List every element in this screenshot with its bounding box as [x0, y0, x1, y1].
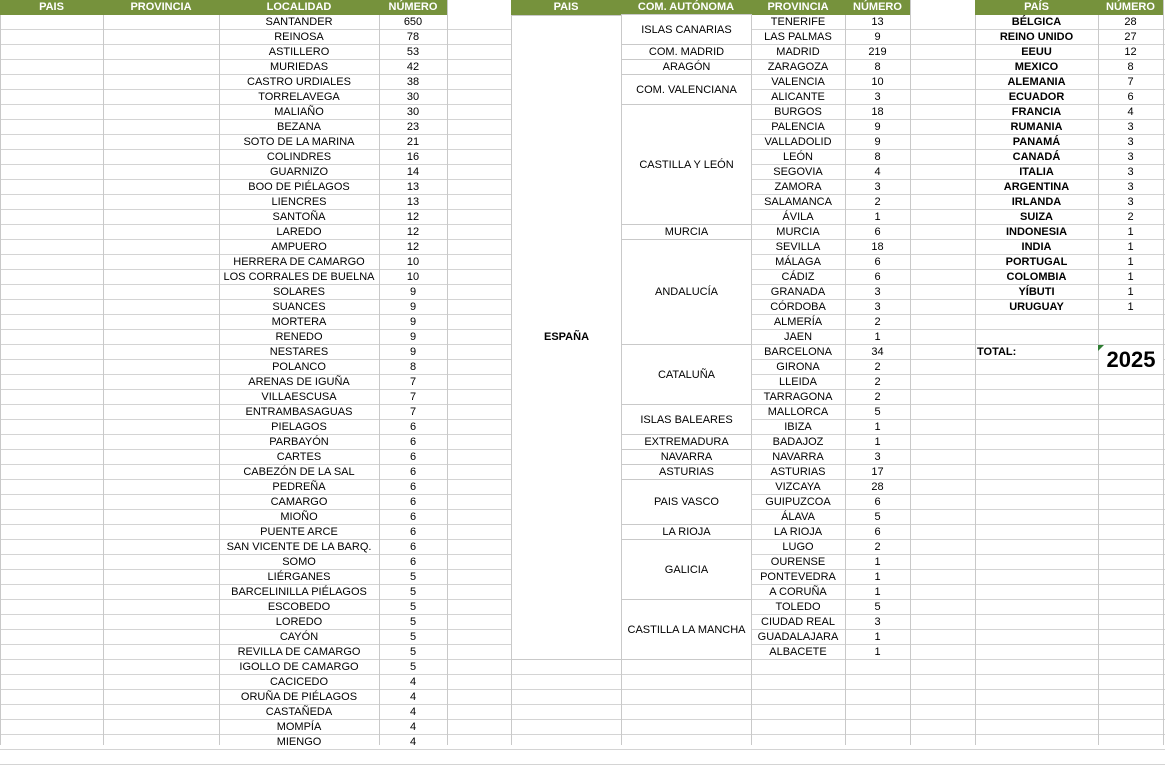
localidad-cell[interactable]: NESTARES [269, 346, 329, 358]
localidad-cell[interactable]: BEZANA [276, 121, 321, 133]
numero-cell[interactable]: 17 [871, 466, 884, 478]
numero-cell[interactable]: 1 [874, 586, 881, 598]
numero-cell[interactable]: 30 [406, 106, 420, 118]
comunidad-cell[interactable]: LA RIOJA [622, 525, 751, 539]
numero-cell[interactable]: 2 [874, 361, 881, 373]
localidad-cell[interactable]: PEDREÑA [272, 481, 326, 493]
comunidad-merge-border [621, 464, 752, 480]
provincia-cell[interactable]: VALLADOLID [764, 136, 832, 148]
pais-cell[interactable]: INDIA [1021, 241, 1052, 253]
pais-cell[interactable]: BÉLGICA [1011, 16, 1062, 28]
provincia-cell[interactable]: LEÓN [783, 151, 813, 163]
comunidad-merge-border [621, 44, 752, 60]
localidad-cell[interactable]: PIELAGOS [271, 421, 327, 433]
comunidad-cell[interactable]: MURCIA [622, 225, 751, 239]
grid-row-line [0, 719, 1165, 720]
comunidad-cell[interactable]: NAVARRA [622, 450, 751, 464]
provincia-cell[interactable]: ZARAGOZA [767, 61, 829, 73]
localidad-cell[interactable]: CARTES [276, 451, 322, 463]
numero-cell[interactable]: 4 [1127, 106, 1134, 118]
numero-cell[interactable]: 4 [409, 721, 417, 733]
numero-cell[interactable]: 3 [874, 91, 881, 103]
numero-cell[interactable]: 6 [409, 421, 417, 433]
numero-cell[interactable]: 34 [871, 346, 884, 358]
provincia-cell[interactable]: GUADALAJARA [757, 631, 839, 643]
localidad-cell[interactable]: COLINDRES [266, 151, 332, 163]
numero-cell[interactable]: 3 [874, 451, 881, 463]
comunidad-cell[interactable]: ASTURIAS [622, 465, 751, 479]
numero-cell[interactable]: 9 [409, 331, 417, 343]
provincia-cell[interactable]: BADAJOZ [772, 436, 824, 448]
numero-cell[interactable]: 4 [409, 706, 417, 718]
numero-cell[interactable]: 1 [1127, 301, 1134, 313]
numero-cell[interactable]: 7 [409, 406, 417, 418]
numero-cell[interactable]: 16 [406, 151, 420, 163]
provincia-cell[interactable]: GIRONA [776, 361, 820, 373]
localidad-cell[interactable]: REINOSA [274, 31, 324, 43]
numero-cell[interactable]: 1 [874, 331, 881, 343]
numero-cell[interactable]: 1 [1127, 286, 1134, 298]
provincia-cell[interactable]: MADRID [776, 46, 820, 58]
comunidad-merge-border [621, 14, 752, 45]
numero-cell[interactable]: 6 [874, 256, 881, 268]
numero-cell[interactable]: 5 [874, 511, 881, 523]
numero-cell[interactable]: 28 [871, 481, 884, 493]
localidad-cell[interactable]: ARENAS DE IGUÑA [248, 376, 350, 388]
localidad-cell[interactable]: SUANCES [272, 301, 326, 313]
pais-cell[interactable]: MEXICO [1014, 61, 1059, 73]
numero-cell[interactable]: 12 [406, 211, 420, 223]
pais-cell[interactable]: EEUU [1021, 46, 1052, 58]
provincia-cell[interactable]: OURENSE [770, 556, 826, 568]
column-header[interactable]: PAIS [0, 0, 103, 15]
localidad-cell[interactable]: ASTILLERO [268, 46, 330, 58]
numero-cell[interactable]: 27 [1124, 31, 1137, 43]
comunidad-merge-border [621, 344, 752, 405]
comunidad-cell[interactable]: ANDALUCÍA [622, 240, 751, 344]
numero-cell[interactable]: 2 [874, 376, 881, 388]
provincia-cell[interactable]: TARRAGONA [763, 391, 833, 403]
numero-cell[interactable]: 4 [409, 736, 417, 748]
column-header[interactable]: COM. AUTÓNOMA [621, 0, 751, 15]
provincia-cell[interactable]: MALLORCA [767, 406, 829, 418]
column-header[interactable]: PAIS [511, 0, 621, 15]
numero-cell[interactable]: 6 [409, 541, 417, 553]
pais-cell[interactable]: URUGUAY [1009, 301, 1064, 313]
grid-row-line [0, 674, 1165, 675]
numero-cell[interactable]: 3 [1127, 136, 1134, 148]
numero-cell[interactable]: 6 [874, 526, 881, 538]
numero-cell[interactable]: 12 [406, 241, 420, 253]
numero-cell[interactable]: 3 [874, 286, 881, 298]
provincia-cell[interactable]: SALAMANCA [764, 196, 832, 208]
numero-cell[interactable]: 1 [874, 631, 881, 643]
pais-espana-cell[interactable]: ESPAÑA [512, 15, 621, 659]
numero-cell[interactable]: 9 [874, 31, 881, 43]
pais-cell[interactable]: CANADÁ [1012, 151, 1061, 163]
localidad-cell[interactable]: MALIAÑO [274, 106, 324, 118]
numero-cell[interactable]: 5 [409, 631, 417, 643]
provincia-cell[interactable]: ÁVILA [782, 211, 814, 223]
pais-cell[interactable]: ECUADOR [1008, 91, 1065, 103]
numero-cell[interactable]: 2 [874, 316, 881, 328]
numero-cell[interactable]: 8 [874, 151, 881, 163]
column-header[interactable]: PROVINCIA [751, 0, 845, 15]
localidad-cell[interactable]: ENTRAMBASAGUAS [245, 406, 353, 418]
numero-cell[interactable]: 13 [406, 196, 420, 208]
numero-cell[interactable]: 1 [1127, 271, 1134, 283]
localidad-cell[interactable]: SOMO [282, 556, 316, 568]
numero-cell[interactable]: 3 [874, 181, 881, 193]
provincia-cell[interactable]: ÁLAVA [781, 511, 815, 523]
comunidad-merge-border [621, 404, 752, 435]
column-header[interactable]: NÚMERO [1098, 0, 1163, 15]
numero-cell[interactable]: 7 [409, 376, 417, 388]
numero-cell[interactable]: 6 [409, 436, 417, 448]
numero-cell[interactable]: 9 [409, 316, 417, 328]
numero-cell[interactable]: 1 [874, 571, 881, 583]
numero-cell[interactable]: 23 [406, 121, 420, 133]
comunidad-merge-border [621, 449, 752, 465]
localidad-cell[interactable]: IGOLLO DE CAMARGO [239, 661, 359, 673]
comunidad-cell[interactable]: COM. MADRID [622, 45, 751, 59]
numero-cell[interactable]: 13 [871, 16, 884, 28]
localidad-cell[interactable]: SANTOÑA [272, 211, 326, 223]
localidad-cell[interactable]: CAMARGO [270, 496, 328, 508]
localidad-cell[interactable]: MIENGO [276, 736, 322, 748]
numero-cell[interactable]: 6 [409, 496, 417, 508]
numero-cell[interactable]: 9 [874, 136, 881, 148]
cell-comment-indicator-icon [1098, 345, 1104, 351]
numero-cell[interactable]: 7 [1127, 76, 1134, 88]
pais-cell[interactable]: REINO UNIDO [999, 31, 1074, 43]
comunidad-cell[interactable]: CASTILLA Y LEÓN [622, 105, 751, 224]
provincia-cell[interactable]: LLEIDA [779, 376, 817, 388]
comunidad-cell[interactable]: EXTREMADURA [622, 435, 751, 449]
grid-row-line [0, 704, 1165, 705]
numero-cell[interactable]: 1 [1127, 226, 1134, 238]
provincia-cell[interactable]: ASTURIAS [770, 466, 826, 478]
comunidad-cell[interactable]: GALICIA [622, 540, 751, 599]
numero-cell[interactable]: 8 [409, 361, 417, 373]
localidad-cell[interactable]: SAN VICENTE DE LA BARQ. [226, 541, 372, 553]
numero-cell[interactable]: 6 [409, 451, 417, 463]
numero-cell[interactable]: 14 [406, 166, 420, 178]
provincia-cell[interactable]: LA RIOJA [773, 526, 823, 538]
numero-cell[interactable]: 5 [874, 601, 881, 613]
provincia-cell[interactable]: IBIZA [784, 421, 812, 433]
numero-cell[interactable]: 28 [1124, 16, 1137, 28]
pais-cell[interactable]: PORTUGAL [1005, 256, 1068, 268]
grid-row-line [0, 734, 1165, 735]
provincia-cell[interactable]: LUGO [782, 541, 814, 553]
provincia-cell[interactable]: CÁDIZ [781, 271, 815, 283]
pais-cell[interactable]: INDONESIA [1005, 226, 1068, 238]
numero-cell[interactable]: 10 [871, 76, 884, 88]
numero-cell[interactable]: 2 [874, 391, 881, 403]
numero-cell[interactable]: 10 [406, 271, 420, 283]
comunidad-merge-border [621, 74, 752, 105]
column-header[interactable]: PAÍS [975, 0, 1098, 15]
localidad-cell[interactable]: LOS CORRALES DE BUELNA [223, 271, 375, 283]
provincia-cell[interactable]: MÁLAGA [775, 256, 821, 268]
localidad-cell[interactable]: LIENCRES [271, 196, 327, 208]
provincia-cell[interactable]: VIZCAYA [775, 481, 821, 493]
provincia-cell[interactable]: MURCIA [776, 226, 820, 238]
comunidad-merge-border [621, 524, 752, 540]
localidad-cell[interactable]: ESCOBEDO [267, 601, 331, 613]
numero-cell[interactable]: 18 [871, 241, 884, 253]
numero-cell[interactable]: 13 [406, 181, 420, 193]
numero-cell[interactable]: 6 [409, 481, 417, 493]
comunidad-cell[interactable]: ARAGÓN [622, 60, 751, 74]
localidad-cell[interactable]: SANTANDER [265, 16, 333, 28]
numero-cell[interactable]: 8 [874, 61, 881, 73]
grid-col-line [1163, 0, 1164, 745]
provincia-cell[interactable]: PONTEVEDRA [760, 571, 836, 583]
localidad-cell[interactable]: AMPUERO [271, 241, 327, 253]
comunidad-merge-border [621, 434, 752, 450]
numero-cell[interactable]: 78 [406, 31, 420, 43]
numero-cell[interactable]: 7 [409, 391, 417, 403]
pais-cell[interactable]: ITALIA [1019, 166, 1054, 178]
grid-col-line [910, 0, 911, 745]
pais-cell[interactable]: IRLANDA [1011, 196, 1062, 208]
numero-cell[interactable]: 4 [874, 166, 881, 178]
numero-cell[interactable]: 3 [1127, 151, 1134, 163]
numero-cell[interactable]: 3 [874, 301, 881, 313]
localidad-cell[interactable]: POLANCO [272, 361, 326, 373]
numero-cell[interactable]: 18 [871, 106, 884, 118]
pais-cell[interactable]: PANAMÁ [1012, 136, 1061, 148]
numero-cell[interactable]: 5 [409, 586, 417, 598]
comunidad-merge-border [621, 104, 752, 225]
numero-cell[interactable]: 6 [874, 226, 881, 238]
localidad-cell[interactable]: REVILLA DE CAMARGO [237, 646, 361, 658]
numero-cell[interactable]: 30 [406, 91, 420, 103]
comunidad-cell[interactable]: ISLAS CANARIAS [622, 15, 751, 44]
comunidad-cell[interactable]: CASTILLA LA MANCHA [622, 600, 751, 659]
provincia-cell[interactable]: SEGOVIA [773, 166, 823, 178]
provincia-cell[interactable]: ZAMORA [774, 181, 822, 193]
provincia-cell[interactable]: PALENCIA [771, 121, 825, 133]
numero-cell[interactable]: 2 [874, 196, 881, 208]
localidad-cell[interactable]: CAYÓN [279, 631, 319, 643]
numero-cell[interactable]: 2 [874, 541, 881, 553]
grid-col-line [0, 0, 1, 745]
localidad-cell[interactable]: GUARNIZO [269, 166, 329, 178]
total-value: 2025 [1106, 347, 1156, 372]
numero-cell[interactable]: 1 [874, 646, 881, 658]
localidad-cell[interactable]: TORRELAVEGA [258, 91, 340, 103]
column-header[interactable]: NÚMERO [845, 0, 910, 15]
espana-merge-border [511, 15, 622, 660]
numero-cell[interactable]: 6 [1127, 91, 1134, 103]
numero-cell[interactable]: 5 [409, 616, 417, 628]
localidad-cell[interactable]: LOREDO [275, 616, 323, 628]
comunidad-cell[interactable]: PAIS VASCO [622, 480, 751, 524]
numero-cell[interactable]: 3 [1127, 196, 1134, 208]
numero-cell[interactable]: 4 [409, 676, 417, 688]
pais-cell[interactable]: RUMANIA [1010, 121, 1063, 133]
numero-cell[interactable]: 5 [409, 661, 417, 673]
numero-cell[interactable]: 1 [1127, 256, 1134, 268]
numero-cell[interactable]: 5 [409, 571, 417, 583]
column-header[interactable]: PROVINCIA [103, 0, 219, 15]
column-header[interactable]: LOCALIDAD [219, 0, 379, 15]
numero-cell[interactable]: 219 [868, 46, 887, 58]
numero-cell[interactable]: 9 [409, 346, 417, 358]
numero-cell[interactable]: 1 [1127, 241, 1134, 253]
provincia-cell[interactable]: BARCELONA [764, 346, 832, 358]
localidad-cell[interactable]: LIÉRGANES [267, 571, 331, 583]
numero-cell[interactable]: 9 [874, 121, 881, 133]
numero-cell[interactable]: 12 [406, 226, 420, 238]
numero-cell[interactable]: 5 [409, 646, 417, 658]
localidad-cell[interactable]: BOO DE PIÉLAGOS [248, 181, 350, 193]
localidad-cell[interactable]: CASTRO URDIALES [247, 76, 351, 88]
column-header[interactable]: NÚMERO [379, 0, 447, 15]
localidad-cell[interactable]: RENEDO [275, 331, 323, 343]
provincia-cell[interactable]: CÓRDOBA [770, 301, 826, 313]
numero-cell[interactable]: 6 [409, 466, 417, 478]
numero-cell[interactable]: 8 [1127, 61, 1134, 73]
localidad-cell[interactable]: MOMPÍA [276, 721, 322, 733]
localidad-cell[interactable]: HERRERA DE CAMARGO [233, 256, 365, 268]
pais-cell[interactable]: YÍBUTI [1018, 286, 1055, 298]
numero-cell[interactable]: 6 [874, 271, 881, 283]
numero-cell[interactable]: 6 [874, 496, 881, 508]
provincia-cell[interactable]: NAVARRA [772, 451, 824, 463]
pais-cell[interactable]: ARGENTINA [1003, 181, 1070, 193]
numero-cell[interactable]: 1 [874, 556, 881, 568]
numero-cell[interactable]: 42 [406, 61, 420, 73]
numero-cell[interactable]: 5 [874, 406, 881, 418]
localidad-cell[interactable]: PUENTE ARCE [260, 526, 338, 538]
numero-cell[interactable]: 1 [874, 436, 881, 448]
numero-cell[interactable]: 1 [874, 421, 881, 433]
comunidad-cell[interactable]: ISLAS BALEARES [622, 405, 751, 434]
provincia-cell[interactable]: SEVILLA [775, 241, 821, 253]
comunidad-cell[interactable]: COM. VALENCIANA [622, 75, 751, 104]
localidad-cell[interactable]: MIOÑO [280, 511, 318, 523]
numero-cell[interactable]: 6 [409, 511, 417, 523]
pais-cell[interactable]: FRANCIA [1011, 106, 1062, 118]
comunidad-merge-border [621, 239, 752, 345]
numero-cell[interactable]: 650 [403, 16, 423, 28]
numero-cell[interactable]: 21 [406, 136, 420, 148]
localidad-cell[interactable]: VILLAESCUSA [261, 391, 337, 403]
provincia-cell[interactable]: GUIPUZCOA [765, 496, 831, 508]
localidad-cell[interactable]: CABEZÓN DE LA SAL [243, 466, 355, 478]
provincia-cell[interactable]: LAS PALMAS [764, 31, 832, 43]
numero-cell[interactable]: 12 [1124, 46, 1137, 58]
provincia-cell[interactable]: ALICANTE [771, 91, 825, 103]
numero-cell[interactable]: 53 [406, 46, 420, 58]
numero-cell[interactable]: 3 [874, 616, 881, 628]
provincia-cell[interactable]: TOLEDO [775, 601, 821, 613]
grid-row-line [0, 689, 1165, 690]
provincia-cell[interactable]: ALMERÍA [773, 316, 823, 328]
numero-cell[interactable]: 5 [409, 601, 417, 613]
comunidad-merge-border [621, 599, 752, 660]
localidad-cell[interactable]: BARCELINILLA PIÉLAGOS [231, 586, 367, 598]
provincia-cell[interactable]: GRANADA [770, 286, 826, 298]
numero-cell[interactable]: 4 [409, 691, 417, 703]
numero-cell[interactable]: 3 [1127, 181, 1134, 193]
localidad-cell[interactable]: LAREDO [276, 226, 322, 238]
provincia-cell[interactable]: TENERIFE [770, 16, 826, 28]
comunidad-merge-border [621, 224, 752, 240]
comunidad-cell[interactable]: CATALUÑA [622, 345, 751, 404]
comunidad-merge-border [621, 479, 752, 525]
numero-cell[interactable]: 3 [1127, 166, 1134, 178]
localidad-cell[interactable]: CACICEDO [269, 676, 329, 688]
provincia-cell[interactable]: A CORUÑA [769, 586, 827, 598]
provincia-cell[interactable]: CIUDAD REAL [761, 616, 835, 628]
grid-row-line [0, 749, 1165, 750]
localidad-cell[interactable]: ORUÑA DE PIÉLAGOS [240, 691, 358, 703]
numero-cell[interactable]: 3 [1127, 121, 1134, 133]
numero-cell[interactable]: 10 [406, 256, 420, 268]
numero-cell[interactable]: 1 [874, 211, 881, 223]
numero-cell[interactable]: 9 [409, 301, 417, 313]
provincia-cell[interactable]: VALENCIA [771, 76, 825, 88]
numero-cell[interactable]: 38 [406, 76, 420, 88]
numero-cell[interactable]: 6 [409, 526, 417, 538]
grid-col-line [447, 0, 448, 745]
numero-cell[interactable]: 9 [409, 286, 417, 298]
provincia-cell[interactable]: ALBACETE [769, 646, 827, 658]
provincia-cell[interactable]: JAEN [783, 331, 813, 343]
pais-cell[interactable]: COLOMBIA [1006, 271, 1067, 283]
provincia-cell[interactable]: BURGOS [774, 106, 822, 118]
comunidad-merge-border [621, 59, 752, 75]
pais-cell[interactable]: ALEMANIA [1007, 76, 1066, 88]
localidad-cell[interactable]: CASTAÑEDA [265, 706, 333, 718]
pais-cell[interactable]: SUIZA [1020, 211, 1053, 223]
numero-cell[interactable]: 6 [409, 556, 417, 568]
numero-cell[interactable]: 2 [1127, 211, 1134, 223]
localidad-cell[interactable]: SOTO DE LA MARINA [243, 136, 355, 148]
localidad-cell[interactable]: SOLARES [273, 286, 325, 298]
comunidad-merge-border [621, 539, 752, 600]
grid-col-line [103, 0, 104, 745]
total-label[interactable]: TOTAL: [977, 346, 1017, 358]
localidad-cell[interactable]: PARBAYÓN [269, 436, 329, 448]
localidad-cell[interactable]: MURIEDAS [269, 61, 329, 73]
localidad-cell[interactable]: MORTERA [271, 316, 327, 328]
